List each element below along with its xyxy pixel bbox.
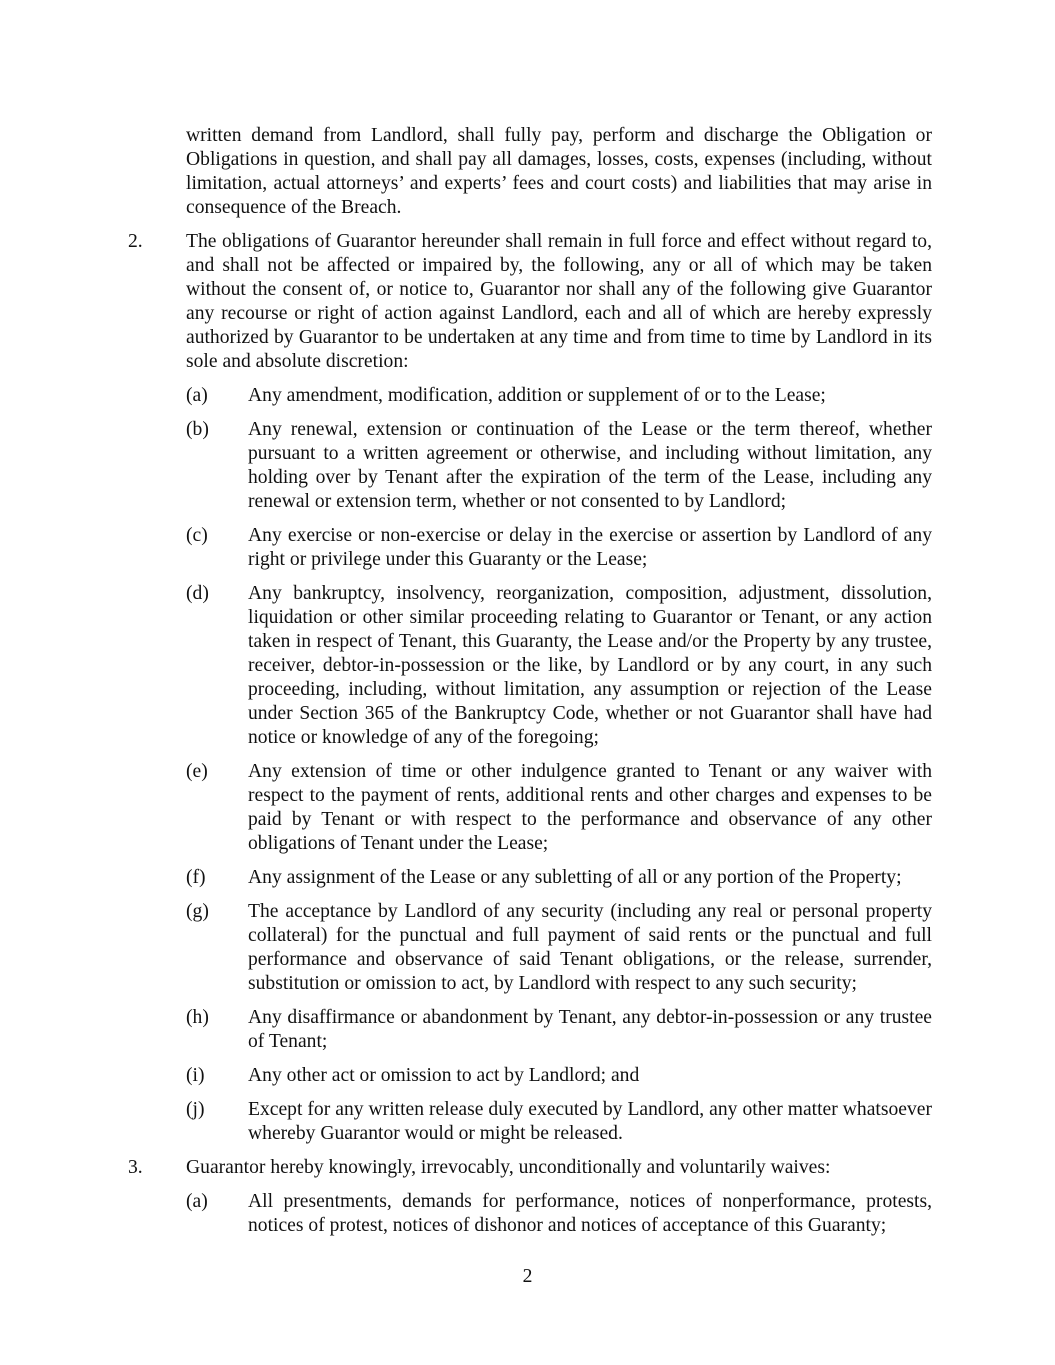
section-3 [128,1156,932,1180]
clause-text: Any assignment of the Lease or any subletting of all or any portion of the Property; [248,867,902,888]
clause-2i [186,1064,932,1088]
clause-2a [186,384,932,408]
clause-3a [186,1190,932,1238]
clause-label: (f) [186,867,206,888]
clause-2e [186,760,932,856]
clause-text: The acceptance by Landlord of any security (including any real or personal property collateral) for the punctual and full payment of said rents or the punctual and full performance and observance of said Tenant obligations, or the release, surrender, substitution or omission to act, by Landlord with respect to any such security; [248,901,932,994]
clause-2h [186,1006,932,1054]
clause-2j [186,1098,932,1146]
clause-text: Any bankruptcy, insolvency, reorganization, composition, adjustment, dissolution, liquidation or other similar proceeding relating to Guarantor or Tenant, or any action taken in respect of Tenant, this Guaranty, the Lease and/or the Property by any trustee, receiver, debtor-in-possession or the like, by Landlord or by any court, in any such proceeding, including, without limitation, any assumption or rejection of the Lease under Section 365 of the Bankruptcy Code, whether or not Guarantor shall have had notice or knowledge of any of the foregoing; [248,583,932,748]
clause-label: (b) [186,419,209,440]
clause-label: (i) [186,1065,205,1086]
clause-label: (c) [186,525,208,546]
clause-label: (a) [186,1191,208,1212]
clause-2d [186,582,932,750]
clause-text: Any renewal, extension or continuation of the Lease or the term thereof, whether pursuant to a written agreement or otherwise, and including without limitation, any holding over by Tenant after the expiration of the term of the Lease, including any renewal or extension term, whether or not consented to by Landlord; [248,419,932,512]
clause-text: Any amendment, modification, addition or supplement of or to the Lease; [248,385,826,406]
clause-label: (h) [186,1007,209,1028]
clause-text: Any other act or omission to act by Landlord; and [248,1065,640,1086]
section-number: 2. [128,231,143,252]
clause-2c [186,524,932,572]
clause-2b [186,418,932,514]
clause-label: (j) [186,1099,205,1120]
page-number: 2 [522,1266,533,1287]
section-number: 3. [128,1157,143,1178]
clause-text: All presentments, demands for performance, notices of nonperformance, protests, notices of protest, notices of dishonor and notices of acceptance of this Guaranty; [248,1191,932,1236]
clause-2f [186,866,932,890]
clause-text: Any extension of time or other indulgence granted to Tenant or any waiver with respect to the payment of rents, additional rents and other charges and expenses to be paid by Tenant or with respect to the performance and observance of any other obligations of Tenant under the Lease; [248,761,932,854]
clause-label: (g) [186,901,209,922]
clause-text: Any exercise or non-exercise or delay in the exercise or assertion by Landlord of any right or privilege under this Guaranty or the Lease; [248,525,932,570]
section-text: Guarantor hereby knowingly, irrevocably, unconditionally and voluntarily waives: [186,1157,831,1178]
clause-text: Except for any written release duly executed by Landlord, any other matter whatsoever whereby Guarantor would or might be released. [248,1099,932,1144]
section-2 [128,230,932,374]
clause-2g [186,900,932,996]
clause-label: (d) [186,583,209,604]
document-body [128,124,932,1238]
clause-text: Any disaffirmance or abandonment by Tenant, any debtor-in-possession or any trustee of Tenant; [248,1007,932,1052]
clause-label: (a) [186,385,208,406]
continued-paragraph: written demand from Landlord, shall fully pay, perform and discharge the Obligation or Obligations in question, and shall pay all damages, losses, costs, expenses (including, without limitation, actual attorneys’ and experts’ fees and court costs) and liabilities that may arise in consequence of the Breach. [186,125,932,218]
section-text: The obligations of Guarantor hereunder shall remain in full force and effect without regard to, and shall not be affected or impaired by, the following, any or all of which may be taken without the consent of, or notice to, Guarantor nor shall any of the following give Guarantor any recourse or right of action against Landlord, each and all of which are hereby expressly authorized by Guarantor to be undertaken at any time and from time to time by Landlord in its sole and absolute discretion: [186,231,932,372]
clause-label: (e) [186,761,208,782]
